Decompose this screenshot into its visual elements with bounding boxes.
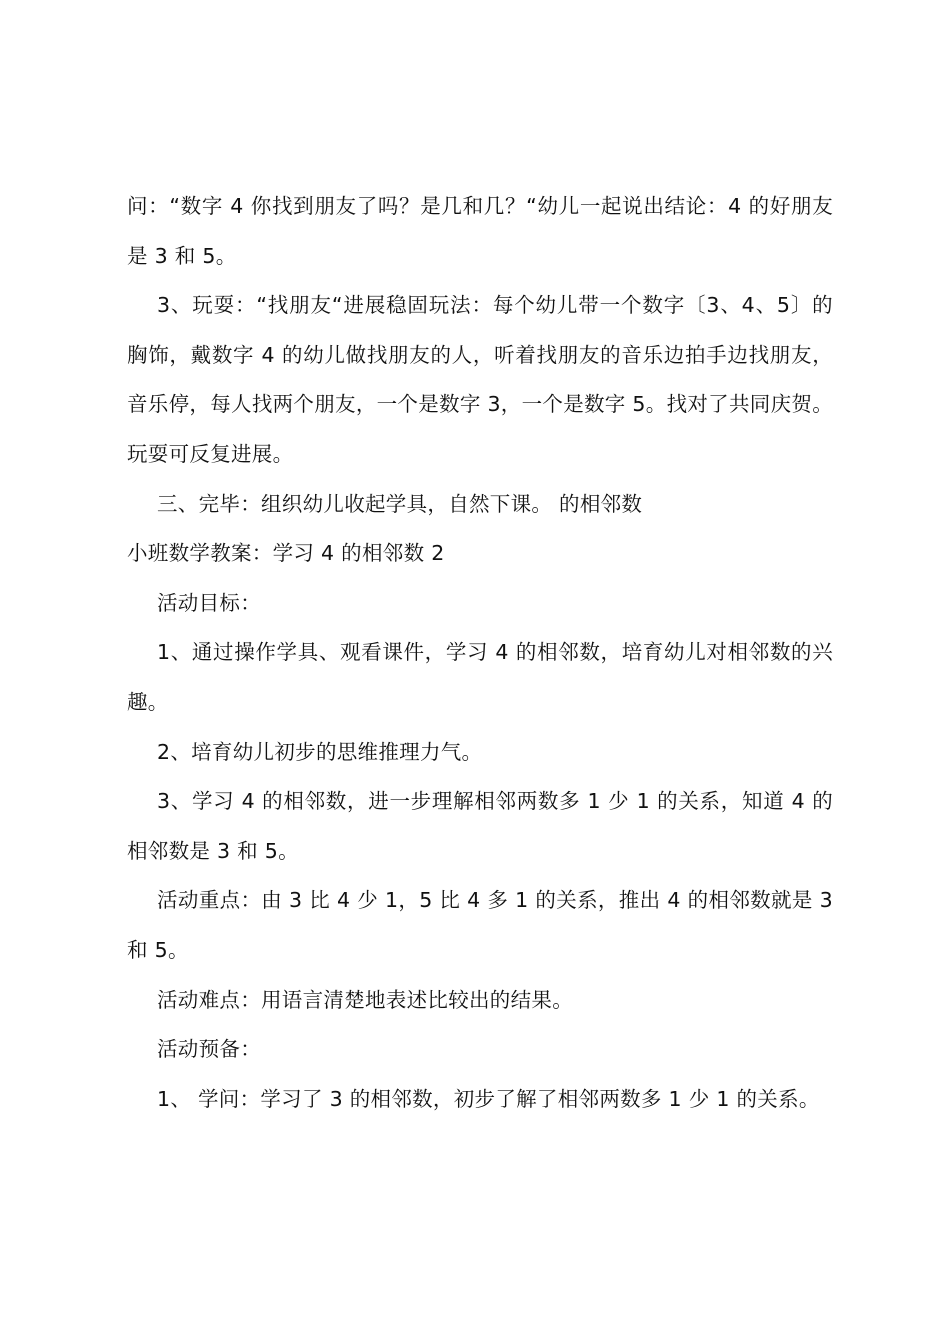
paragraph-goal-3: 3、学习 4 的相邻数，进一步理解相邻两数多 1 少 1 的关系，知道 4 的相邻数是 3 和 5。 — [127, 789, 833, 863]
document-body — [127, 182, 833, 1124]
section-title: 小班数学教案：学习 4 的相邻数 2 — [127, 541, 445, 566]
paragraph-2: 3、玩耍：“找朋友“进展稳固玩法：每个幼儿带一个数字〔3、4、5〕的胸饰，戴数字 4 的幼儿做找朋友的人，听着找朋友的音乐边拍手边找朋友，音乐停，每人找两个朋友，一个是数字 3，一个是数字 5。找对了共同庆贺。玩耍可反复进展。 — [127, 293, 833, 466]
paragraph-prep-heading: 活动预备： — [157, 1037, 261, 1062]
paragraph-prep-1: 1、 学问：学习了 3 的相邻数，初步了解了相邻两数多 1 少 1 的关系。 — [157, 1086, 820, 1111]
paragraph-goals-heading: 活动目标： — [157, 590, 261, 615]
paragraph-3: 三、完毕：组织幼儿收起学具，自然下课。 的相邻数 — [157, 491, 643, 516]
paragraph-goal-2: 2、培育幼儿初步的思维推理力气。 — [157, 739, 483, 764]
paragraph-1: 问：“数字 4 你找到朋友了吗？是几和几？“幼儿一起说出结论：4 的好朋友是 3 和 5。 — [127, 194, 833, 268]
paragraph-difficulty: 活动难点：用语言清楚地表述比较出的结果。 — [157, 987, 573, 1012]
paragraph-goal-1: 1、通过操作学具、观看课件，学习 4 的相邻数，培育幼儿对相邻数的兴趣。 — [127, 640, 833, 714]
paragraph-key-point: 活动重点：由 3 比 4 少 1，5 比 4 多 1 的关系，推出 4 的相邻数就是 3 和 5。 — [127, 888, 833, 962]
